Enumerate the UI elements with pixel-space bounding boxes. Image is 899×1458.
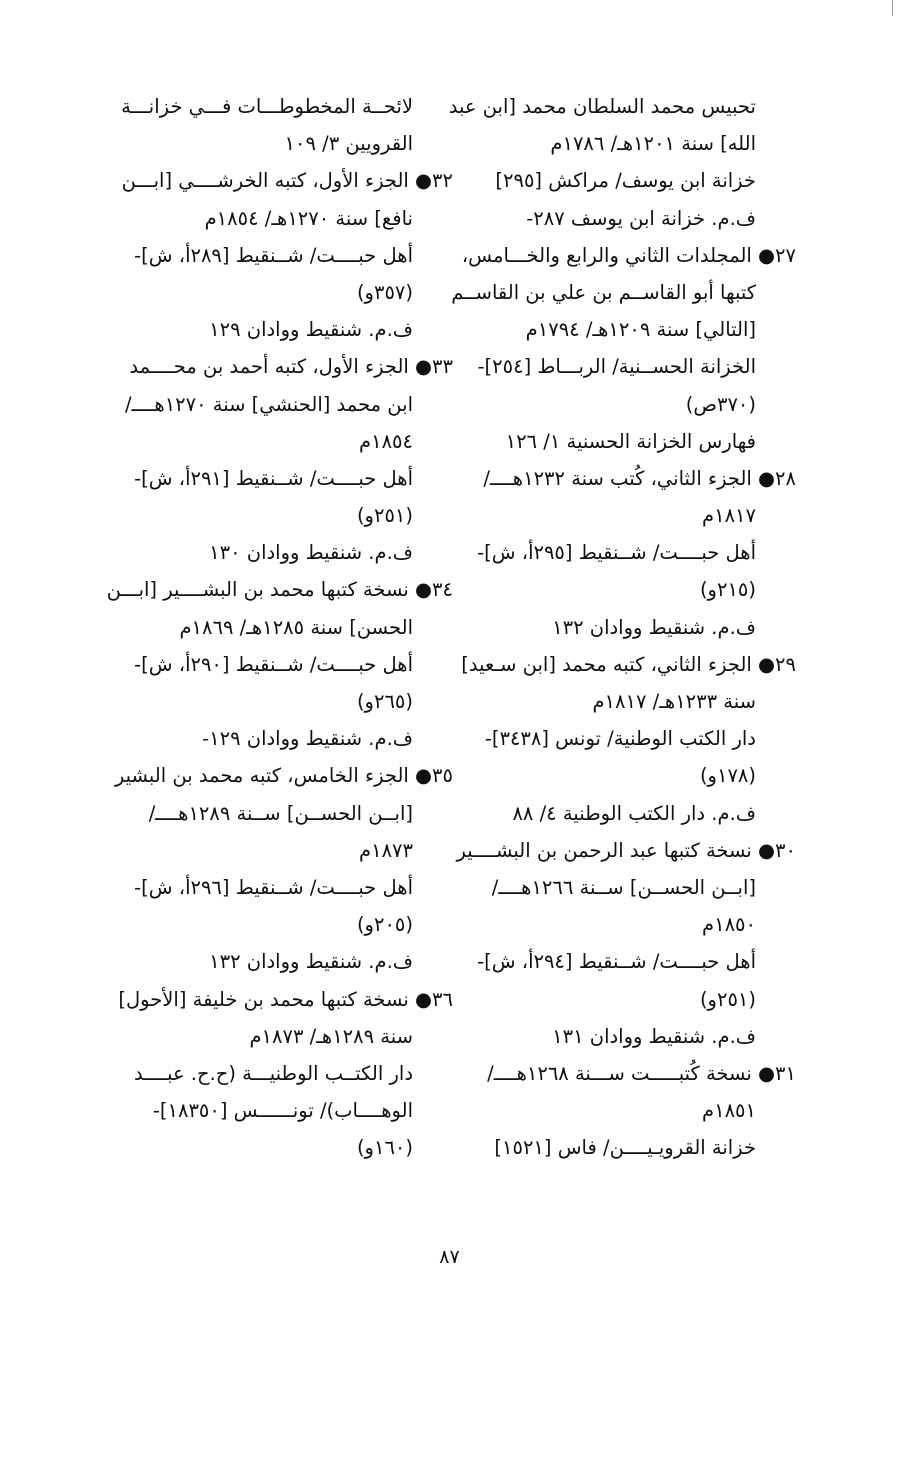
entry-line: خزانة ابن يوسف/ مراكش [٢٩٥] — [495, 169, 756, 193]
entry-line: لائحــة المخطوطـــات فـــي خزانـــة — [121, 95, 413, 118]
entry-line: (٢١٥و) — [699, 578, 756, 602]
entry-line: سنة ١٢٣٣هـ/ ١٨١٧م — [592, 690, 756, 713]
entry-line: ف.م. شنقيط ووادان ١٣١ — [552, 1024, 756, 1048]
entry-line: ف.م. دار الكتب الوطنية ٤/ ٨٨ — [512, 801, 756, 825]
entry-line: أهل حبــــت/ شــنقيط [٢٩٦أ، ش]- — [134, 875, 413, 899]
entry-line: ١٨١٧م — [702, 504, 756, 528]
entry-line: ١٨٥١م — [702, 1099, 756, 1123]
entry-line: (٢٦٥و) — [356, 690, 413, 713]
entry-line: ف.م. شنقيط ووادان ١٢٩ — [209, 318, 413, 342]
entry-line: أهل حبــــت/ شــنقيط [٢٨٩أ، ش]- — [134, 243, 413, 267]
entry-line: ف.م. شنقيط ووادان ١٣٠ — [209, 541, 413, 565]
entry-line: الوهــــاب)/ تونــــــس [١٨٣٥٠]- — [152, 1099, 413, 1123]
entry-line: ف.م. شنقيط ووادان ١٣٢ — [209, 950, 413, 974]
entry-heading-line: ٣٦● نسخة كتبها محمد بن خليفة [الأحول] — [118, 987, 453, 1011]
entry-heading-line: ٣١● نسخة كُتبـــــت ســـنة ١٢٦٨هــــ/ — [487, 1061, 796, 1085]
entry-line: أهل حبــــت/ شــنقيط [٢٩٥أ، ش]- — [477, 541, 756, 565]
entry-line: [ابــن الحســن] ســنة ١٢٨٩هــــ/ — [148, 801, 413, 825]
entry-line: الحسن] سنة ١٢٨٥هـ/ ١٨٦٩م — [179, 615, 413, 639]
entry-line: أهل حبــــت/ شــنقيط [٢٩٤أ، ش]- — [477, 950, 756, 974]
entry-line: ١٨٧٣م — [359, 838, 413, 862]
entry-line: ف.م. شنقيط ووادان ١٢٩- — [202, 727, 413, 751]
entry-heading-line: ٢٨● الجزء الثاني، كُتب سنة ١٢٣٢هــــ/ — [483, 466, 796, 490]
entry-line: دار الكتــب الوطنيـــة (ح.ح. عبــــد — [134, 1061, 413, 1085]
entry-heading-line: ٢٧● المجلدات الثاني والرابع والخـــامس، — [461, 243, 796, 267]
entry-line: دار الكتب الوطنية/ تونس [٣٤٣٨]- — [484, 727, 756, 751]
entry-line: سنة ١٢٨٩هـ/ ١٨٧٣م — [249, 1024, 413, 1048]
scan-edge-mark — [892, 0, 893, 16]
entry-line: أهل حبــــت/ شــنقيط [٢٩٠أ، ش]- — [134, 652, 413, 676]
entry-line: ١٨٥٠م — [702, 913, 756, 937]
entry-line: ابن محمد [الحنشي] سنة ١٢٧٠هــــ/ — [124, 392, 413, 416]
entry-line: (١٧٨و) — [699, 764, 756, 788]
entry-line: أهل حبــــت/ شــنقيط [٢٩١أ، ش]- — [134, 466, 413, 490]
entry-line: تحبيس محمد السلطان محمد [ابن عبد — [448, 95, 756, 118]
entry-heading-line: ٣٣● الجزء الأول، كتبه أحمد بن محــــمد — [129, 355, 453, 379]
entry-line: القرويين ٣/ ١٠٩ — [284, 132, 413, 156]
entry-line: ف.م. خزانة ابن يوسف ٢٨٧- — [526, 206, 756, 230]
left-column — [103, 88, 453, 1166]
entry-line: (٢٥١و) — [356, 504, 413, 528]
entry-line: (١٦٠و) — [356, 1136, 413, 1160]
entry-line: [التالي] سنة ١٢٠٩هـ/ ١٧٩٤م — [525, 318, 756, 342]
entry-line: كتبها أبو القاســم بن علي بن القاســم — [451, 280, 756, 304]
entry-heading-line: ٢٩● الجزء الثاني، كتبه محمد [ابن سـعيد] — [461, 652, 796, 676]
entry-line: ف.م. شنقيط ووادان ١٣٢ — [552, 615, 756, 639]
entry-line: الخزانة الحســنية/ الربـــاط [٢٥٤]- — [477, 355, 756, 379]
right-column — [448, 88, 796, 1166]
entry-line: فهارس الخزانة الحسنية ١/ ١٢٦ — [505, 429, 756, 453]
entry-line: نافع] سنة ١٢٧٠هـ/ ١٨٥٤م — [204, 206, 413, 230]
entry-line: الله] سنة ١٢٠١هـ/ ١٧٨٦م — [550, 132, 756, 156]
entry-line: خزانة القرويـيــــن/ فاس [١٥٢١] — [494, 1136, 756, 1160]
entry-line: (٣٥٧و) — [356, 280, 413, 304]
entry-line: [ابــن الحســن] ســنة ١٢٦٦هــــ/ — [491, 875, 756, 899]
entry-line: (٣٧٠ص) — [685, 392, 756, 416]
entry-heading-line: ٣٥● الجزء الخامس، كتبه محمد بن البشير — [114, 764, 453, 788]
entry-line: (٢٥١و) — [699, 987, 756, 1011]
entry-heading-line: ٣٤● نسخة كتبها محمد بن البشــــير [ابـــن — [106, 578, 453, 602]
entry-line: ١٨٥٤م — [359, 429, 413, 453]
page-number: ٨٧ — [439, 1246, 460, 1268]
entry-heading-line: ٣٢● الجزء الأول، كتبه الخرشــــي [ابـــن — [121, 169, 453, 193]
entry-line: (٢٠٥و) — [356, 913, 413, 937]
entry-heading-line: ٣٠● نسخة كتبها عبد الرحمن بن البشــــير — [456, 838, 796, 862]
